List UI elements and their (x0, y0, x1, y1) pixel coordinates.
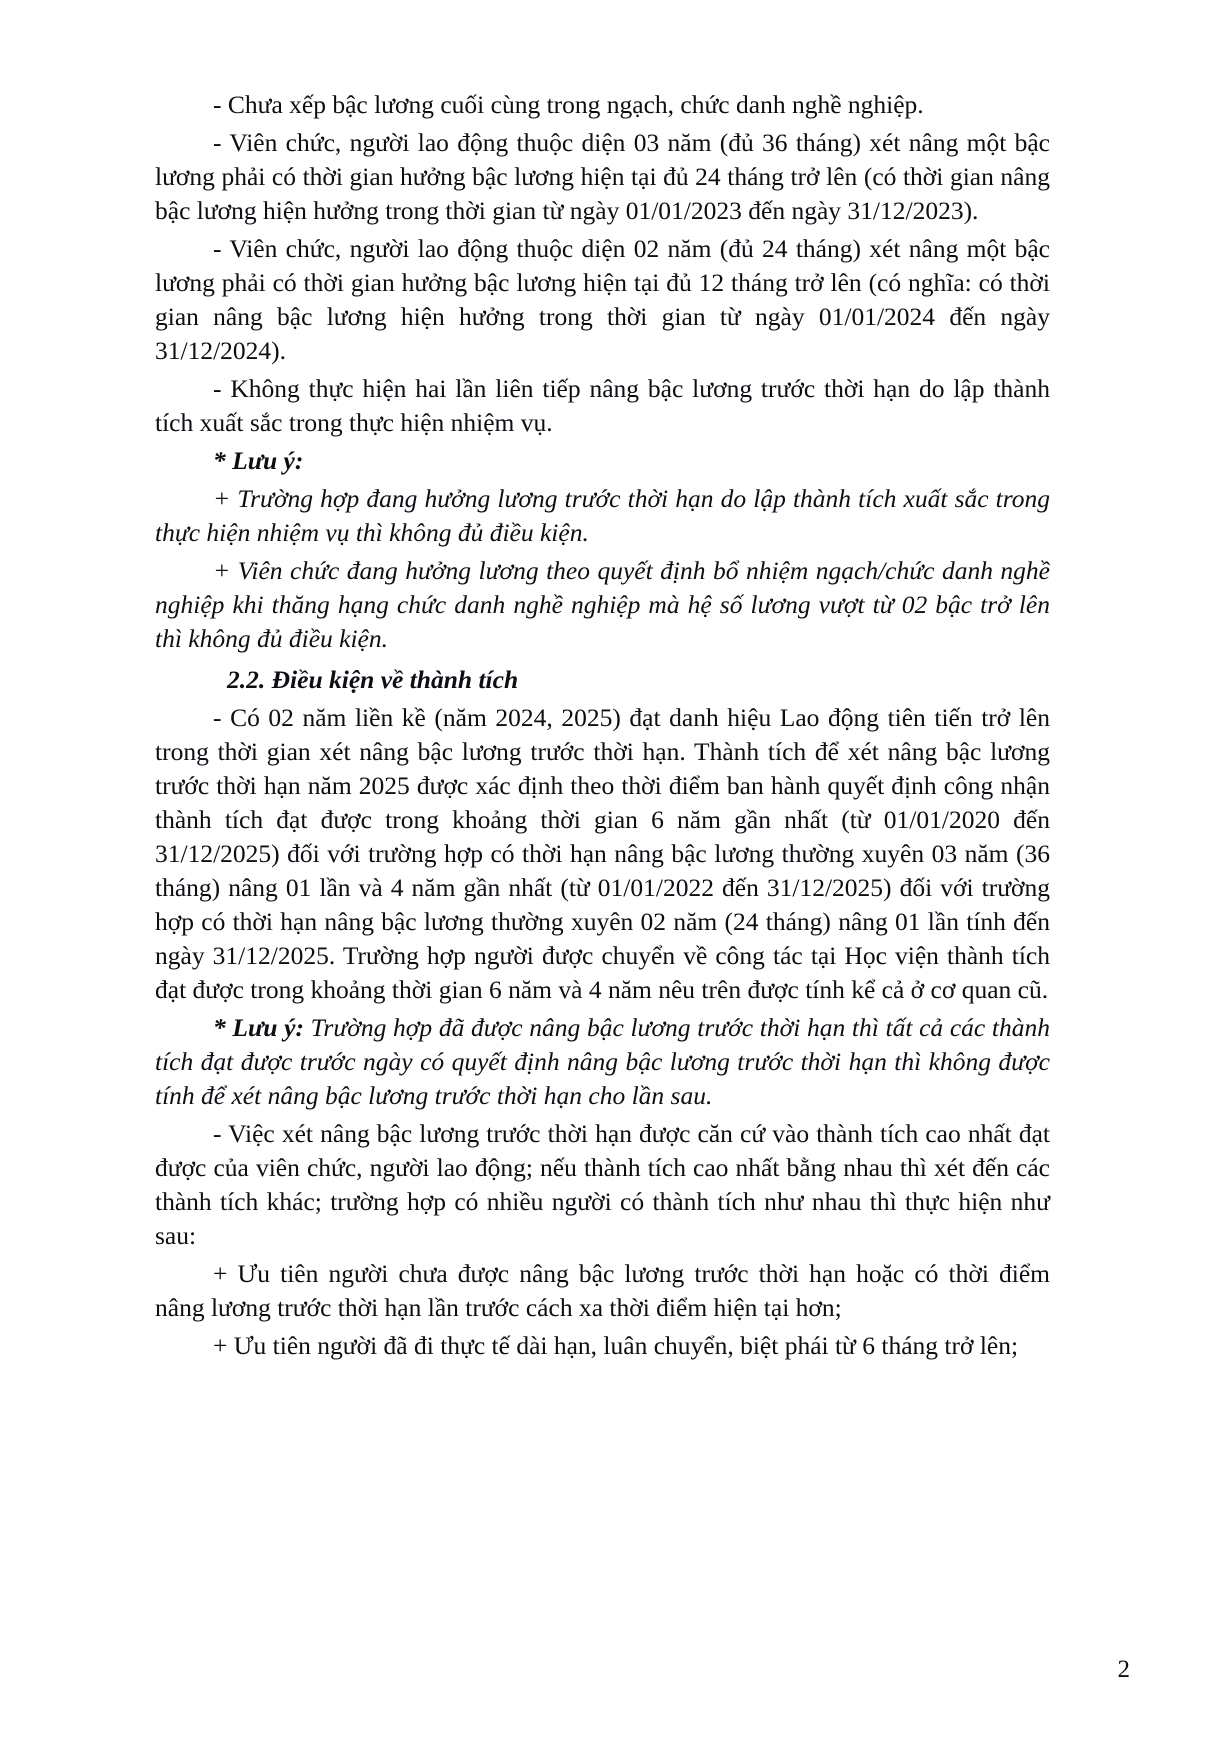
section-heading-2-2: 2.2. Điều kiện về thành tích (227, 664, 519, 694)
document-body (155, 88, 1050, 1367)
paragraph-1: - Chưa xếp bậc lương cuối cùng trong ngạch, chức danh nghề nghiệp. (213, 90, 924, 119)
note-label-2: * Lưu ý: (213, 1012, 304, 1042)
note-label-1: * Lưu ý: (213, 446, 304, 476)
paragraph-3: - Viên chức, người lao động thuộc diện 02 năm (đủ 24 tháng) xét nâng một bậc lương phải có thời gian hưởng bậc lương hiện tại đủ 12 tháng trở lên (có nghĩa: có thời gian nâng bậc lương hiện hưởng trong thời gian từ ngày 01/01/2024 đến ngày 31/12/2024). (155, 234, 1050, 366)
paragraph-7: + Ưu tiên người chưa được nâng bậc lương trước thời hạn hoặc có thời điểm nâng lương trước thời hạn lần trước cách xa thời điểm hiện tại hơn; (155, 1259, 1050, 1323)
paragraph-5: - Có 02 năm liền kề (năm 2024, 2025) đạt danh hiệu Lao động tiên tiến trở lên trong thời gian xét nâng bậc lương trước thời hạn. Thành tích để xét nâng bậc lương trước thời hạn năm 2025 được xác định theo thời điểm ban hành quyết định công nhận thành tích đạt được trong khoảng thời gian 6 năm gần nhất (từ 01/01/2020 đến 31/12/2025) đối với trường hợp có thời hạn nâng bậc lương thường xuyên 03 năm (36 tháng) nâng 01 lần và 4 năm gần nhất (từ 01/01/2022 đến 31/12/2025) đối với trường hợp có thời hạn nâng bậc lương thường xuyên 02 năm (24 tháng) nâng 01 lần tính đến ngày 31/12/2025. Trường hợp người được chuyển về công tác tại Học viện thành tích đạt được trong khoảng thời gian 6 năm và 4 năm nêu trên được tính kể cả ở cơ quan cũ. (155, 702, 1050, 1004)
note-paragraph-2 (155, 1011, 1050, 1113)
note-item-1: + Trường hợp đang hưởng lương trước thời hạn do lập thành tích xuất sắc trong thực hiện nhiệm vụ thì không đủ điều kiện. (155, 484, 1050, 548)
paragraph-8: + Ưu tiên người đã đi thực tế dài hạn, luân chuyển, biệt phái từ 6 tháng trở lên; (213, 1331, 1019, 1361)
note-item-2: + Viên chức đang hưởng lương theo quyết định bổ nhiệm ngạch/chức danh nghề nghiệp khi thăng hạng chức danh nghề nghiệp mà hệ số lương vượt từ 02 bậc trở lên thì không đủ điều kiện. (155, 556, 1050, 654)
paragraph-6: - Việc xét nâng bậc lương trước thời hạn được căn cứ vào thành tích cao nhất đạt được của viên chức, người lao động; nếu thành tích cao nhất bằng nhau thì xét đến các thành tích khác; trường hợp có nhiều người có thành tích như nhau thì thực hiện như sau: (155, 1118, 1050, 1250)
page-number: 2 (1117, 1656, 1130, 1683)
paragraph-4: - Không thực hiện hai lần liên tiếp nâng bậc lương trước thời hạn do lập thành tích xuất sắc trong thực hiện nhiệm vụ. (155, 374, 1050, 438)
paragraph-2: - Viên chức, người lao động thuộc diện 03 năm (đủ 36 tháng) xét nâng một bậc lương phải có thời gian hưởng bậc lương hiện tại đủ 24 tháng trở lên (có thời gian nâng bậc lương hiện hưởng trong thời gian từ ngày 01/01/2023 đến ngày 31/12/2023). (155, 128, 1050, 226)
note-paragraph-2-text: Trường hợp đã được nâng bậc lương trước thời hạn thì tất cả các thành tích đạt được trước ngày có quyết định nâng bậc lương trước thời hạn thì không được tính để xét nâng bậc lương trước thời hạn cho lần sau. (155, 1012, 1050, 1110)
